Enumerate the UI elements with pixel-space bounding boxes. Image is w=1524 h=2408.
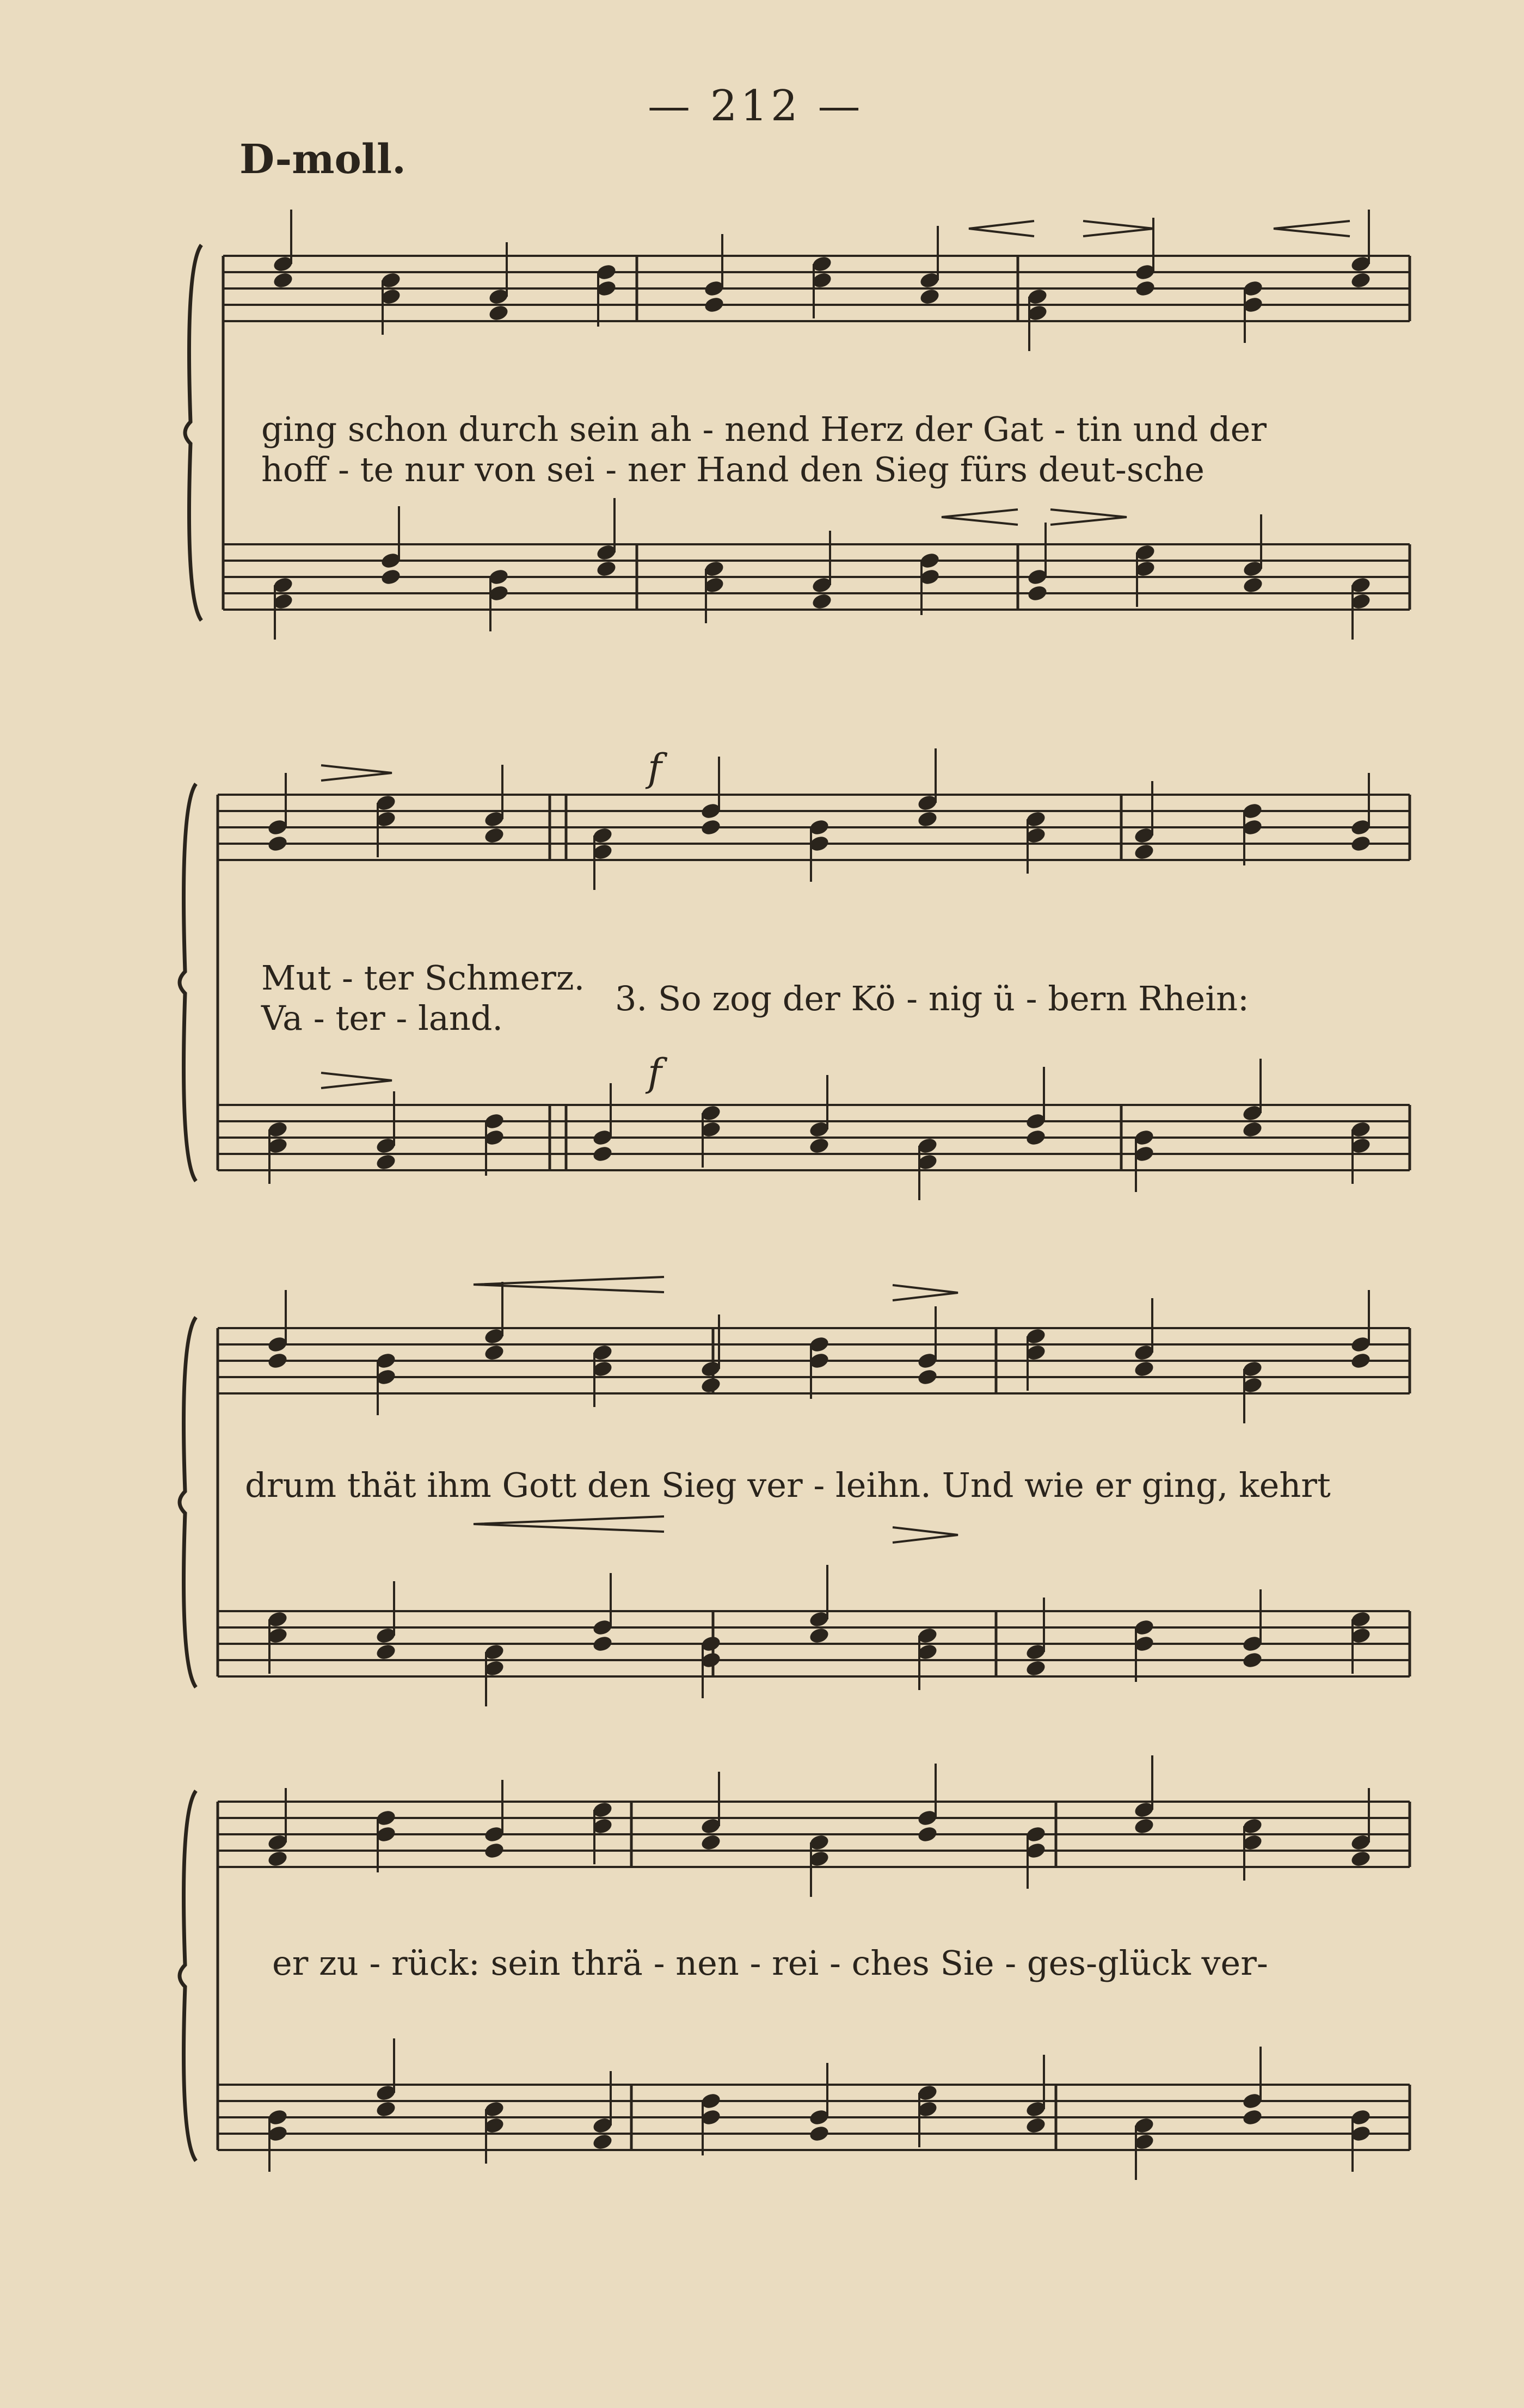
system-brace	[180, 784, 196, 1181]
notehead	[267, 1850, 288, 1868]
notehead	[592, 1635, 613, 1653]
notehead	[917, 810, 938, 828]
system-brace	[180, 1317, 196, 1687]
hairpin-marking	[1274, 221, 1350, 236]
notehead	[1134, 279, 1156, 298]
notehead	[808, 1137, 830, 1155]
lyric-line: hoff - te nur von sei - ner Hand den Sieg fürs deut-sche	[261, 450, 1205, 489]
notehead	[703, 296, 725, 314]
notehead	[700, 1376, 722, 1395]
notehead	[917, 1825, 938, 1844]
notehead	[808, 2124, 830, 2143]
notehead	[595, 560, 617, 578]
notehead	[811, 592, 833, 611]
page-number: — 212 —	[648, 82, 864, 131]
key-label: D-moll.	[239, 136, 406, 183]
hairpin-marking	[1083, 221, 1154, 236]
notehead	[267, 1352, 288, 1370]
hairpin-marking	[474, 1516, 664, 1532]
notehead	[1133, 843, 1155, 861]
notehead	[917, 1368, 938, 1386]
notehead	[700, 818, 722, 837]
notehead	[808, 1626, 830, 1645]
notehead	[919, 287, 941, 306]
notehead	[1133, 1817, 1155, 1835]
hairpin-marking	[1050, 509, 1127, 525]
verse-line: 3. So zog der Kö - nig ü - bern Rhein:	[615, 979, 1249, 1018]
lyric-line: Va - ter - land.	[261, 998, 503, 1038]
lyric-line: er zu - rück: sein thrä - nen - rei - ches Sie - ges-glück ver-	[272, 1943, 1268, 1983]
notehead	[375, 1643, 397, 1661]
notehead	[1025, 2116, 1047, 2135]
notehead	[1242, 1120, 1263, 1139]
lyric-line: drum thät ihm Gott den Sieg ver - leihn. Und wie er ging, kehrt	[245, 1465, 1331, 1505]
notehead	[483, 1343, 505, 1362]
lyric-line: Mut - ter Schmerz.	[261, 958, 585, 998]
notehead	[592, 2133, 613, 2151]
dynamic-marking: f	[648, 746, 662, 790]
hairpin-marking	[321, 1073, 392, 1088]
dynamic-marking: f	[648, 1051, 662, 1095]
notehead	[1133, 1360, 1155, 1378]
notehead	[1242, 1651, 1263, 1669]
notehead	[488, 304, 509, 322]
notehead	[1025, 1128, 1047, 1147]
hairpin-marking	[321, 765, 392, 781]
notehead	[1350, 271, 1372, 290]
notehead	[1025, 1659, 1047, 1678]
notehead	[483, 1841, 505, 1860]
notehead	[1350, 834, 1372, 853]
system-brace	[180, 1791, 196, 2161]
hairpin-marking	[893, 1285, 958, 1300]
notehead	[1350, 1352, 1372, 1370]
notehead	[375, 2100, 397, 2118]
lyric-line: ging schon durch sein ah - nend Herz der Gat - tin und der	[261, 409, 1267, 449]
notehead	[375, 1153, 397, 1171]
hairpin-marking	[893, 1527, 958, 1543]
notehead	[483, 826, 505, 845]
notehead	[272, 271, 294, 290]
notehead	[1242, 2108, 1263, 2127]
hairpin-marking	[969, 221, 1034, 236]
notehead	[380, 568, 402, 586]
system-brace	[185, 245, 201, 621]
hairpin-marking	[942, 509, 1018, 525]
notehead	[1242, 576, 1264, 594]
notehead	[592, 1145, 613, 1163]
notehead	[1350, 1850, 1372, 1868]
notehead	[700, 1833, 722, 1852]
notehead	[267, 834, 288, 853]
notehead	[1027, 584, 1048, 603]
